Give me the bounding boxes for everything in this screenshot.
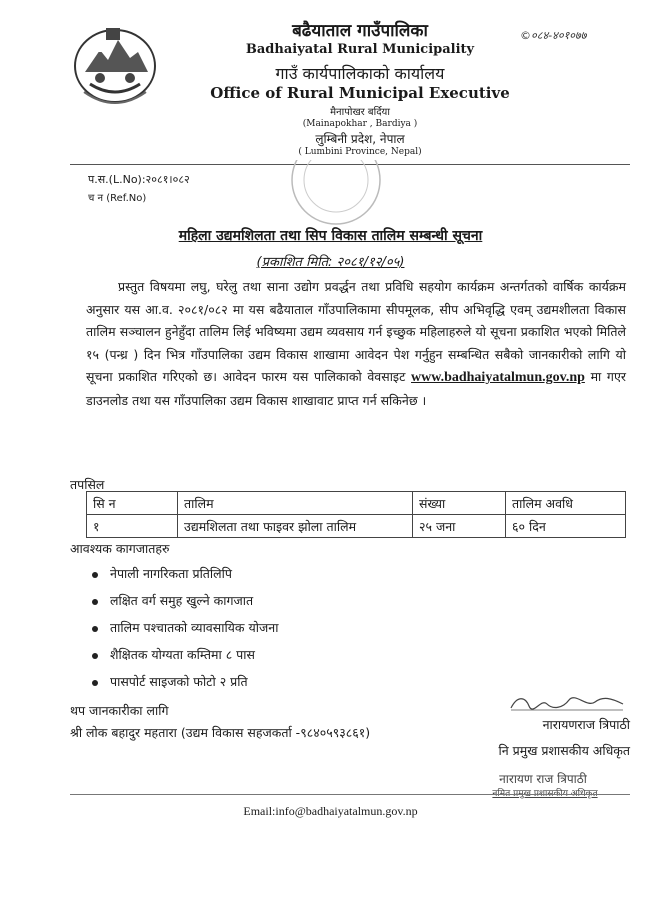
bullet-icon (92, 653, 98, 659)
province-nepali: लुम्बिनी प्रदेश, नेपाल (315, 132, 405, 146)
table-header-row (87, 492, 626, 515)
more-info-label: थप जानकारीका लागि (70, 703, 169, 718)
table-cell: १ (87, 515, 178, 538)
list-item: शैक्षितक योग्यता कम्तिमा ८ पास (92, 641, 278, 668)
office-name-nepali: गाउँ कार्यपालिकाको कार्यालय (275, 64, 445, 83)
signatory-title: नि प्रमुख प्रशासकीय अधिकृत (498, 743, 630, 758)
published-date: (प्रकाशित मिति: २०८१/१२/०५) (256, 255, 405, 270)
office-stamp (286, 160, 386, 226)
office-name-english: Office of Rural Municipal Executive (210, 84, 510, 102)
municipality-name-nepali: बढैयाताल गाउँपालिका (292, 21, 428, 41)
municipality-name-english: Badhaiyatal Rural Municipality (245, 42, 475, 57)
body-text-before: प्रस्तुत विषयमा लघु, घरेलु तथा साना उद्योग प्रवर्द्धन तथा प्रविधि सहयोग कार्यक्रम अन्तर्गतको वार्षिक कार्यक्रम अनुसार यस आ.व. २०८१/०८२ मा यस बढैयाताल गाँउपालिकामा सीपमूलक, सीप अभिवृद्धि एवम् उद्यमशीलता विकास तालिम सञ्चालन हुनेहुँदा तालिम लिई भविष्यमा उद्यम व्यवसाय गर्न इच्छुक महिलाहरुले यो सूचना प्रकाशित भएको मितिले १५ (पन्ध्र ) दिन भित्र गाँउपालिका उद्यम विकास शाखामा आवेदन पेश गर्नुहुन सम्बन्धित सबैको जानकारीको लागि यो सूचना प्रकाशित गरिएको छ। आवेदन फारम यस पालिकाको वेवसाइट (86, 279, 626, 384)
letter-number: प.स.(L.No):२०८१।०८२ (88, 173, 190, 186)
phone-number: ©०८४-४०१०७७ (520, 29, 587, 42)
province-english: ( Lumbini Province, Nepal) (298, 147, 422, 157)
table-header-cell: तालिम (178, 492, 413, 515)
list-item: पासपोर्ट साइजको फोटो २ प्रति (92, 668, 278, 695)
requirements-title: आवश्यक कागजातहरु (70, 541, 170, 556)
website-link[interactable]: www.badhaiyatalmun.gov.np (411, 370, 585, 385)
footer-email: Email:info@badhaiyatalmun.gov.np (243, 804, 418, 818)
notice-title: महिला उद्यमशिलता तथा सिप विकास तालिम सम्बन्धी सूचना (178, 228, 483, 244)
contact-person: श्री लोक बहादुर महतारा (उद्यम विकास सहजकर्ता -९८४०५९३८६१) (70, 725, 371, 740)
table-label: तपसिल (70, 477, 105, 492)
table-header-cell: तालिम अवधि (506, 492, 626, 515)
requirements-list (92, 560, 278, 695)
signatory-name: नारायणराज त्रिपाठी (542, 717, 630, 732)
bullet-icon (92, 680, 98, 686)
list-item: नेपाली नागरिकता प्रतिलिपि (92, 560, 278, 587)
footer-divider (70, 794, 630, 795)
training-table (86, 491, 626, 538)
list-item: तालिम पश्चातको व्यावसायिक योजना (92, 614, 278, 641)
bullet-icon (92, 626, 98, 632)
list-item: लक्षित वर्ग समुह खुल्ने कागजात (92, 587, 278, 614)
address-english: (Mainapokhar , Bardiya ) (302, 119, 418, 129)
address-nepali: मैनापोखर बर्दिया (330, 107, 390, 118)
nepal-emblem-logo (70, 22, 160, 106)
table-header-cell: संख्या (413, 492, 506, 515)
table-header-cell: सि न (87, 492, 178, 515)
handwritten-signature (507, 694, 627, 712)
table-cell: २५ जना (413, 515, 506, 538)
table-cell: उद्यमशिलता तथा फाइवर झोला तालिम (178, 515, 413, 538)
body-text-after: मा गएर डाउनलोड तथा यस गाँउपालिका उद्यम विकास शाखावाट प्राप्त गर्न सकिनेछ । (86, 369, 626, 408)
table-cell: ६० दिन (506, 515, 626, 538)
notice-body (86, 276, 626, 412)
table-row (87, 515, 626, 538)
bullet-icon (92, 572, 98, 578)
seal-name: नारायण राज त्रिपाठी (499, 772, 587, 786)
reference-number: च न (Ref.No) (88, 193, 147, 204)
seal-title: नमित प्रमुख प्रशासकीय अधिकृत (492, 789, 598, 799)
bullet-icon (92, 599, 98, 605)
